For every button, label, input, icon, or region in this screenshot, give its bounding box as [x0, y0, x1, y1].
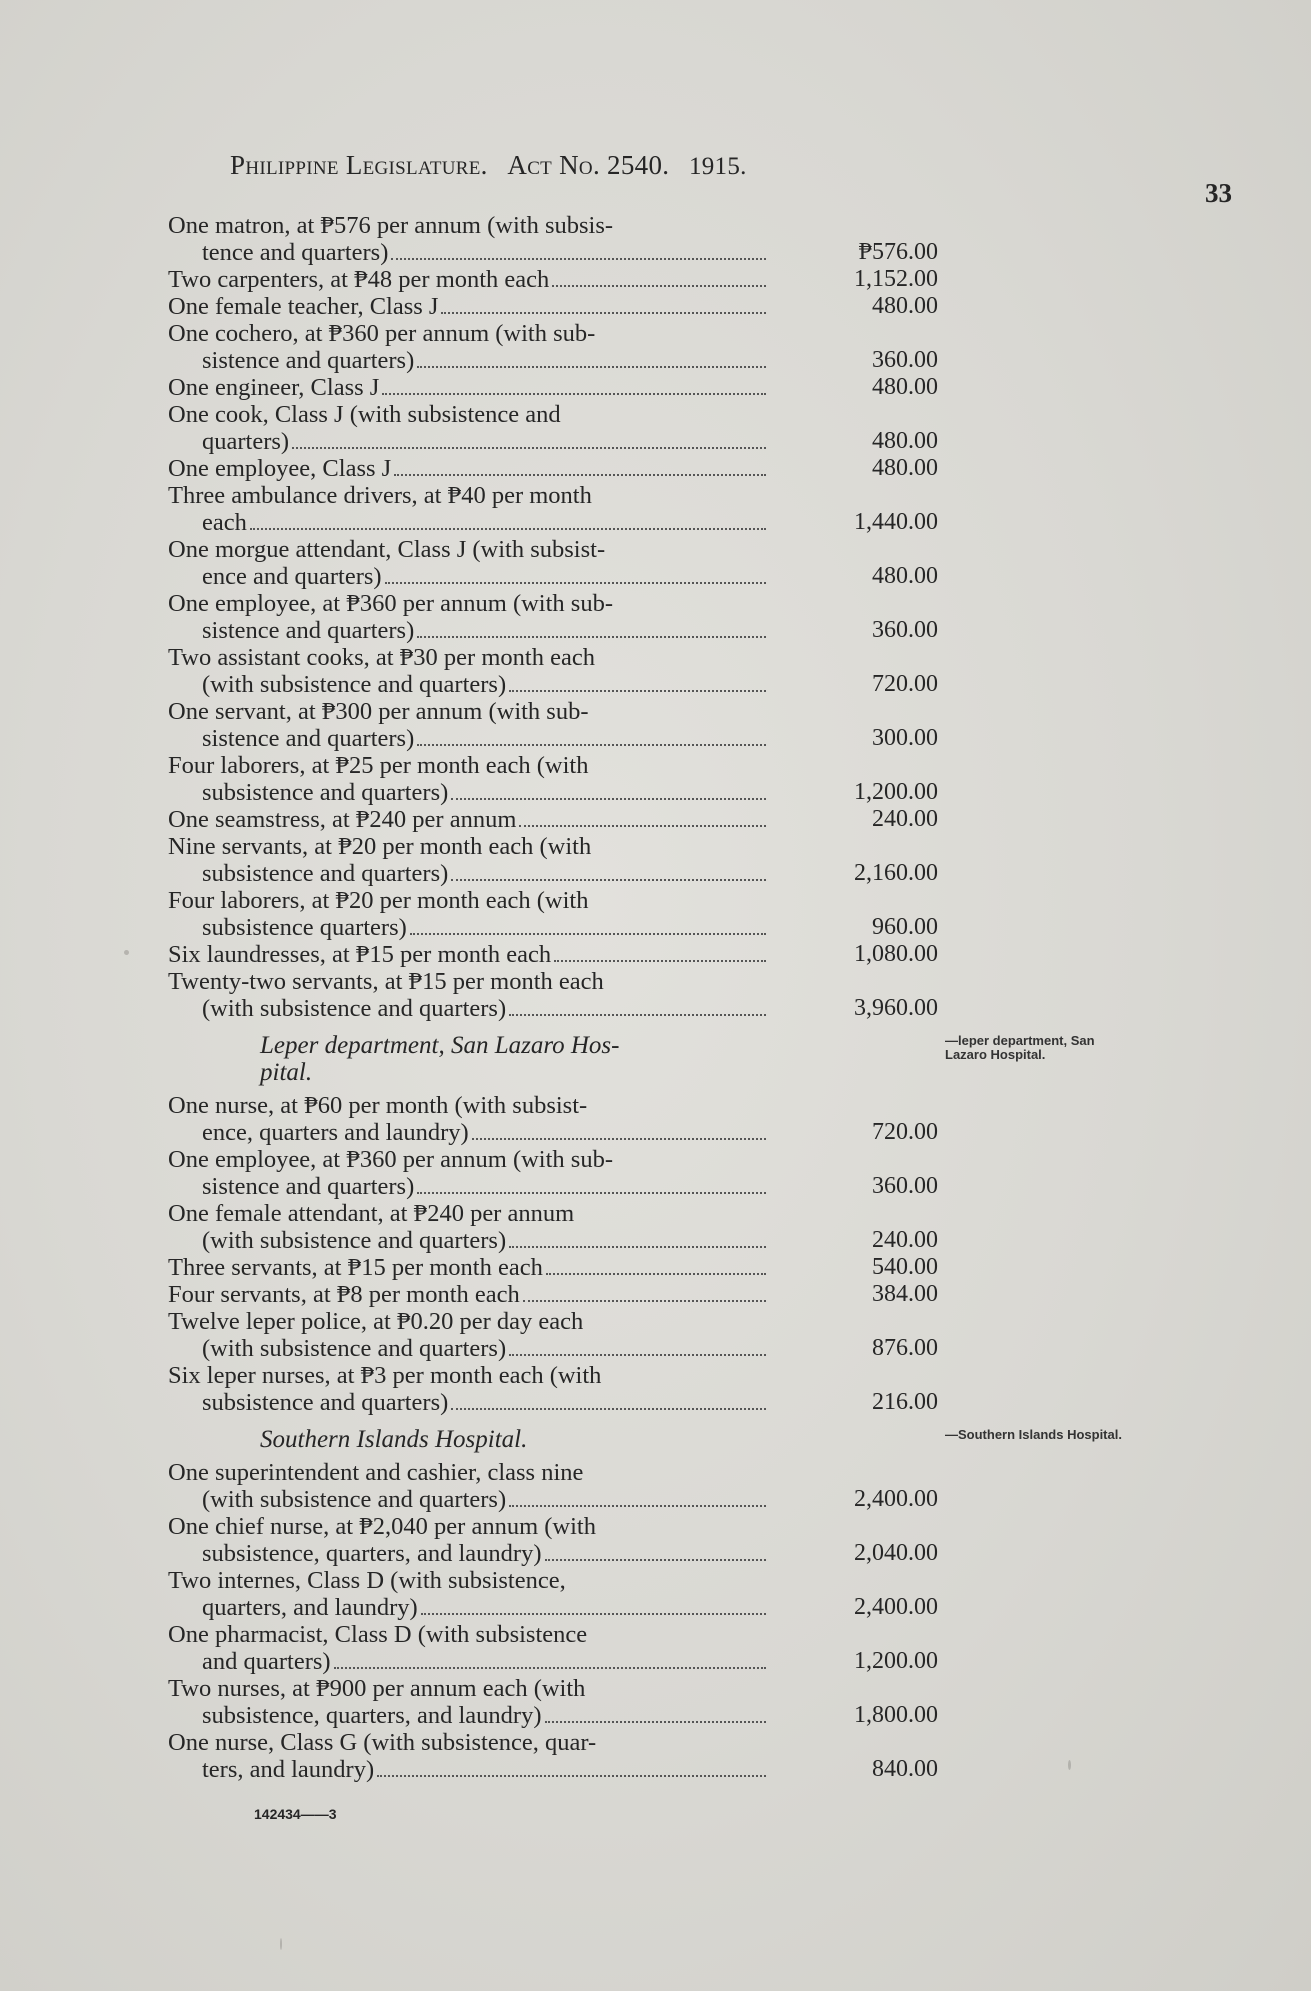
appropriation-item: [168, 941, 948, 968]
item-line-text: (with subsistence and quarters): [202, 1486, 507, 1513]
item-line: Six leper nurses, at ₱3 per month each (with: [168, 1362, 602, 1389]
item-line: One pharmacist, Class D (with subsistence: [168, 1621, 588, 1648]
item-line: [168, 455, 768, 482]
leader-dots: [509, 1014, 766, 1016]
item-description: [168, 752, 768, 806]
item-line-text: sistence and quarters): [202, 617, 415, 644]
item-line: One cochero, at ₱360 per annum (with sub-: [168, 320, 596, 347]
item-line: Two assistant cooks, at ₱30 per month each: [168, 644, 595, 671]
margin-note: —leper department, San Lazaro Hospital.: [945, 1033, 1095, 1062]
appropriation-item: [168, 482, 948, 536]
item-description: [168, 1281, 768, 1308]
item-line: [168, 1227, 768, 1254]
item-line: [168, 1540, 768, 1567]
item-line: Two internes, Class D (with subsistence,: [168, 1567, 566, 1594]
item-amount: 480.00: [872, 374, 938, 400]
leader-dots: [509, 1246, 766, 1248]
leader-dots: [417, 366, 766, 368]
leader-dots: [451, 798, 766, 800]
leader-dots: [509, 1354, 766, 1356]
item-description: [168, 374, 768, 401]
section-heading-line: pital.: [260, 1059, 313, 1086]
item-amount: 2,400.00: [854, 1594, 938, 1620]
item-line: Twenty-two servants, at ₱15 per month each: [168, 968, 604, 995]
section-heading-line: Leper department, San Lazaro Hos-: [260, 1032, 620, 1059]
item-line: [168, 995, 768, 1022]
signature-code: 142434——3: [254, 1806, 337, 1822]
item-line-text: (with subsistence and quarters): [202, 995, 507, 1022]
item-line: [168, 1173, 768, 1200]
item-line: [168, 914, 768, 941]
item-amount: 2,040.00: [854, 1540, 938, 1566]
item-amount: 216.00: [872, 1389, 938, 1415]
item-line-text: quarters): [202, 428, 290, 455]
item-amount: 480.00: [872, 428, 938, 454]
item-line: [168, 293, 768, 320]
appropriation-item: [168, 1675, 948, 1729]
item-description: [168, 320, 768, 374]
item-amount: 720.00: [872, 671, 938, 697]
leader-dots: [417, 636, 766, 638]
item-line-text: subsistence, quarters, and laundry): [202, 1540, 542, 1567]
item-line: One employee, at ₱360 per annum (with sub-: [168, 590, 613, 617]
item-line-text: ence, quarters and laundry): [202, 1119, 469, 1146]
item-amount: 300.00: [872, 725, 938, 751]
item-line: One matron, at ₱576 per annum (with subsis-: [168, 212, 614, 239]
leader-dots: [410, 933, 766, 935]
section-heading: [168, 1032, 768, 1086]
item-line: [168, 347, 768, 374]
appropriation-item: [168, 752, 948, 806]
leader-dots: [519, 825, 766, 827]
item-line-text: ters, and laundry): [202, 1756, 375, 1783]
item-amount: 960.00: [872, 914, 938, 940]
item-line-text: subsistence and quarters): [202, 860, 449, 887]
item-amount: 360.00: [872, 617, 938, 643]
appropriation-item: [168, 536, 948, 590]
item-amount: 360.00: [872, 1173, 938, 1199]
item-amount: 3,960.00: [854, 995, 938, 1021]
leader-dots: [523, 1300, 766, 1302]
item-description: [168, 482, 768, 536]
item-amount: 1,200.00: [854, 779, 938, 805]
item-amount: 2,400.00: [854, 1486, 938, 1512]
item-line: One cook, Class J (with subsistence and: [168, 401, 561, 428]
item-line: One chief nurse, at ₱2,040 per annum (with: [168, 1513, 596, 1540]
item-description: [168, 1459, 768, 1513]
item-line-text: Three servants, at ₱15 per month each: [168, 1254, 543, 1281]
item-line: [168, 1335, 768, 1362]
item-line: One nurse, at ₱60 per month (with subsist-: [168, 1092, 588, 1119]
leader-dots: [472, 1138, 766, 1140]
item-line: Four laborers, at ₱20 per month each (with: [168, 887, 589, 914]
item-line: [168, 860, 768, 887]
item-line-text: (with subsistence and quarters): [202, 671, 507, 698]
item-description: [168, 806, 768, 833]
item-line: [168, 239, 768, 266]
leader-dots: [334, 1667, 766, 1669]
item-description: [168, 1567, 768, 1621]
leader-dots: [545, 1721, 767, 1723]
item-amount: 1,080.00: [854, 941, 938, 967]
leader-dots: [554, 960, 766, 962]
item-line: [168, 806, 768, 833]
appropriation-item: [168, 806, 948, 833]
item-amount: 480.00: [872, 563, 938, 589]
leader-dots: [382, 393, 766, 395]
appropriation-item: [168, 1459, 948, 1513]
item-line-text: Six laundresses, at ₱15 per month each: [168, 941, 552, 968]
leader-dots: [417, 1192, 766, 1194]
item-line: [168, 428, 768, 455]
appropriation-item: [168, 833, 948, 887]
appropriation-item: [168, 1362, 948, 1416]
appropriation-item: [168, 374, 948, 401]
appropriation-item: [168, 455, 948, 482]
item-line: [168, 1254, 768, 1281]
leader-dots: [451, 1408, 766, 1410]
item-line: [168, 779, 768, 806]
leader-dots: [385, 582, 766, 584]
appropriation-item: [168, 266, 948, 293]
item-line: One employee, at ₱360 per annum (with sub-: [168, 1146, 613, 1173]
item-line: [168, 266, 768, 293]
item-description: [168, 1729, 768, 1783]
leader-dots: [509, 1505, 766, 1507]
item-description: [168, 887, 768, 941]
appropriation-item: [168, 320, 948, 374]
item-description: [168, 1362, 768, 1416]
item-line-text: One engineer, Class J: [168, 374, 380, 401]
running-head-year: 1915.: [688, 153, 747, 180]
appropriation-item: [168, 644, 948, 698]
appropriation-item: [168, 1281, 948, 1308]
item-description: [168, 590, 768, 644]
item-description: [168, 644, 768, 698]
item-amount: 480.00: [872, 455, 938, 481]
leader-dots: [451, 879, 766, 881]
item-line: One female attendant, at ₱240 per annum: [168, 1200, 575, 1227]
item-amount: 360.00: [872, 347, 938, 373]
item-line: [168, 1389, 768, 1416]
item-line-text: and quarters): [202, 1648, 331, 1675]
item-line: [168, 1119, 768, 1146]
item-line: [168, 1594, 768, 1621]
item-description: [168, 1621, 768, 1675]
item-description: [168, 293, 768, 320]
item-description: [168, 401, 768, 455]
running-head-act: Act No. 2540.: [507, 150, 670, 180]
appropriation-item: [168, 590, 948, 644]
item-line: Four laborers, at ₱25 per month each (with: [168, 752, 589, 779]
item-amount: 240.00: [872, 806, 938, 832]
item-line: Three ambulance drivers, at ₱40 per month: [168, 482, 592, 509]
item-amount: 240.00: [872, 1227, 938, 1253]
appropriation-item: [168, 1146, 948, 1200]
item-line: One morgue attendant, Class J (with subsist-: [168, 536, 606, 563]
item-line-text: subsistence and quarters): [202, 1389, 449, 1416]
item-amount: 1,440.00: [854, 509, 938, 535]
item-line-text: subsistence, quarters, and laundry): [202, 1702, 542, 1729]
leader-dots: [552, 285, 766, 287]
item-line-text: Two carpenters, at ₱48 per month each: [168, 266, 550, 293]
item-line-text: sistence and quarters): [202, 1173, 415, 1200]
item-amount: ₱576.00: [858, 239, 938, 265]
item-description: [168, 698, 768, 752]
item-line: One servant, at ₱300 per annum (with sub-: [168, 698, 589, 725]
item-line: Two nurses, at ₱900 per annum each (with: [168, 1675, 586, 1702]
item-line: [168, 1486, 768, 1513]
item-amount: 840.00: [872, 1756, 938, 1782]
item-line: [168, 671, 768, 698]
item-line: [168, 1702, 768, 1729]
appropriation-list: [168, 212, 948, 1783]
item-line-text: quarters, and laundry): [202, 1594, 418, 1621]
leader-dots: [292, 447, 766, 449]
appropriation-item: [168, 1729, 948, 1783]
leader-dots: [377, 1775, 766, 1777]
leader-dots: [509, 690, 766, 692]
item-line-text: (with subsistence and quarters): [202, 1335, 507, 1362]
item-line: [168, 563, 768, 590]
leader-dots: [417, 744, 766, 746]
item-line-text: (with subsistence and quarters): [202, 1227, 507, 1254]
running-head-legislature: Philippine Legislature.: [230, 150, 488, 180]
item-line: [168, 617, 768, 644]
appropriation-item: [168, 212, 948, 266]
item-line-text: sistence and quarters): [202, 725, 415, 752]
item-description: [168, 1200, 768, 1254]
item-line: [168, 509, 768, 536]
appropriation-item: [168, 1254, 948, 1281]
appropriation-item: [168, 1200, 948, 1254]
item-amount: 1,152.00: [854, 266, 938, 292]
appropriation-item: [168, 1308, 948, 1362]
item-line: One nurse, Class G (with subsistence, quar-: [168, 1729, 597, 1756]
leader-dots: [391, 258, 766, 260]
leader-dots: [394, 474, 766, 476]
item-description: [168, 941, 768, 968]
item-line-text: One seamstress, at ₱240 per annum: [168, 806, 517, 833]
item-description: [168, 1675, 768, 1729]
item-line: [168, 725, 768, 752]
item-line-text: sistence and quarters): [202, 347, 415, 374]
item-line-text: each: [202, 509, 247, 536]
item-line: [168, 1756, 768, 1783]
appropriation-item: [168, 1621, 948, 1675]
appropriation-item: [168, 698, 948, 752]
item-amount: 876.00: [872, 1335, 938, 1361]
item-description: [168, 536, 768, 590]
item-line-text: tence and quarters): [202, 239, 389, 266]
running-head: [230, 150, 747, 181]
item-description: [168, 1146, 768, 1200]
item-description: [168, 1308, 768, 1362]
item-amount: 1,800.00: [854, 1702, 938, 1728]
item-description: [168, 455, 768, 482]
appropriation-item: [168, 887, 948, 941]
item-line: Twelve leper police, at ₱0.20 per day each: [168, 1308, 584, 1335]
item-description: [168, 833, 768, 887]
item-line: [168, 1281, 768, 1308]
item-amount: 720.00: [872, 1119, 938, 1145]
item-description: [168, 968, 768, 1022]
leader-dots: [545, 1559, 767, 1561]
item-description: [168, 1092, 768, 1146]
item-line-text: ence and quarters): [202, 563, 382, 590]
leader-dots: [421, 1613, 766, 1615]
item-line-text: subsistence quarters): [202, 914, 407, 941]
item-amount: 480.00: [872, 293, 938, 319]
appropriation-item: [168, 1513, 948, 1567]
leader-dots: [441, 312, 766, 314]
item-line: One superintendent and cashier, class nine: [168, 1459, 584, 1486]
item-amount: 1,200.00: [854, 1648, 938, 1674]
item-line-text: One employee, Class J: [168, 455, 392, 482]
section-heading: [168, 1426, 768, 1453]
item-line-text: subsistence and quarters): [202, 779, 449, 806]
section-heading-line: Southern Islands Hospital.: [260, 1426, 528, 1453]
appropriation-item: [168, 968, 948, 1022]
item-line-text: Four servants, at ₱8 per month each: [168, 1281, 520, 1308]
appropriation-item: [168, 401, 948, 455]
item-description: [168, 266, 768, 293]
leader-dots: [546, 1273, 766, 1275]
appropriation-item: [168, 1092, 948, 1146]
item-line: Nine servants, at ₱20 per month each (with: [168, 833, 592, 860]
item-amount: 384.00: [872, 1281, 938, 1307]
margin-note: —Southern Islands Hospital.: [945, 1427, 1122, 1442]
item-line: [168, 1648, 768, 1675]
appropriation-item: [168, 1567, 948, 1621]
item-line: [168, 941, 768, 968]
appropriation-item: [168, 293, 948, 320]
item-description: [168, 1254, 768, 1281]
page-number: 33: [1205, 178, 1232, 208]
item-amount: 2,160.00: [854, 860, 938, 886]
item-line-text: One female teacher, Class J: [168, 293, 439, 320]
item-description: [168, 1513, 768, 1567]
item-amount: 540.00: [872, 1254, 938, 1280]
item-line: [168, 374, 768, 401]
leader-dots: [250, 528, 766, 530]
item-description: [168, 212, 768, 266]
